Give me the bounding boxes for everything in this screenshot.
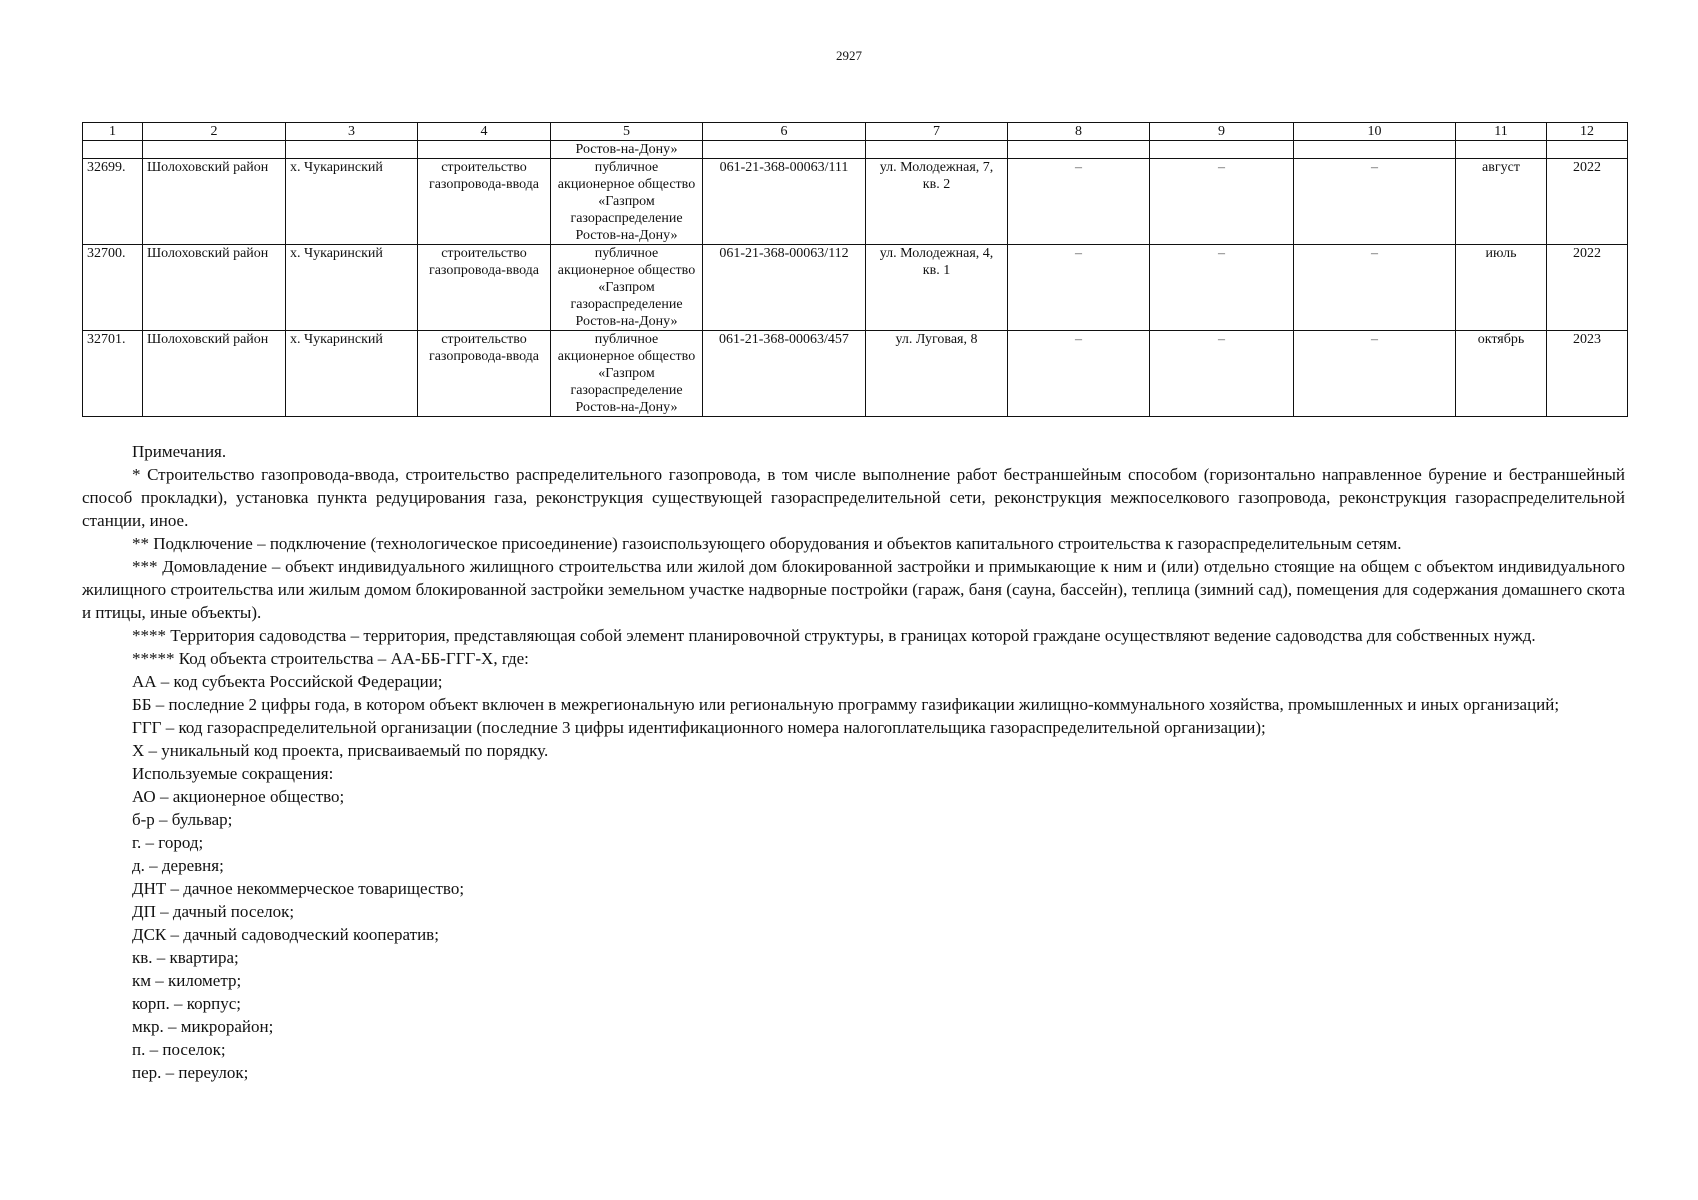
note-paragraph: АА – код субъекта Российской Федерации; [132,672,443,691]
table-cell-settlement: х. Чукаринский [286,331,418,417]
table-cell-work: строительство газопровода-ввода [418,159,551,245]
table-cell-work: строительство газопровода-ввода [418,331,551,417]
column-header: 1 [83,123,143,141]
table-cell-col9: – [1150,331,1294,417]
abbreviation-item: мкр. – микрорайон; [132,1017,274,1036]
table-cell-org: публичное акционерное общество «Газпром газораспределение Ростов-на-Дону» [551,159,703,245]
table-cell-address: ул. Молодежная, 7, кв. 2 [866,159,1008,245]
table-cell-col8: – [1008,331,1150,417]
table-cell-district: Шолоховский район [143,245,286,331]
table-cell-col8: – [1008,245,1150,331]
abbreviation-item: кв. – квартира; [132,948,239,967]
abbreviation-item: км – километр; [132,971,242,990]
abbreviation-item: ДСК – дачный садоводческий кооператив; [132,925,439,944]
abbreviation-item: пер. – переулок; [132,1063,249,1082]
column-header: 10 [1294,123,1456,141]
abbreviation-item: п. – поселок; [132,1040,226,1059]
abbreviation-item: АО – акционерное общество; [132,787,345,806]
note-paragraph: * Строительство газопровода-ввода, строительство распределительного газопровода, в том числе выполнение работ бестраншейным способом (горизонтально направленное бурение и бестраншейный способ прокладки), установка пункта редуцирования газа, реконструкция существующей газораспределительной сети, реконструкция межпоселкового газопровода, реконструкция газораспределительной станции, иное. [82,465,1625,530]
table-cell-org: публичное акционерное общество «Газпром газораспределение Ростов-на-Дону» [551,331,703,417]
abbreviation-item: д. – деревня; [132,856,224,875]
abbreviation-item: ДП – дачный поселок; [132,902,295,921]
table-cell-year: 2023 [1547,331,1628,417]
table-cell-number: 32701. [83,331,143,417]
notes-heading: Примечания. [132,442,227,461]
note-paragraph: *** Домовладение – объект индивидуального жилищного строительства или жилой дом блокированной застройки и примыкающие к ним и (или) отдельно стоящие на общем с объектом индивидуального жилищного строительства или жилым домом блокированной застройки земельном участке надворные постройки (гараж, баня (сауна, бассейн), теплица (зимний сад), помещения для содержания домашнего скота и птицы, иные объекты). [82,557,1625,622]
note-paragraph: ***** Код объекта строительства – АА-ББ-ГГГ-Х, где: [132,649,529,668]
column-header: 4 [418,123,551,141]
note-paragraph: **** Территория садоводства – территория, представляющая собой элемент планировочной структуры, в границах которой граждане осуществляют ведение садоводства для собственных нужд. [132,626,1536,645]
column-header: 11 [1456,123,1547,141]
table-cell-code: 061-21-368-00063/111 [703,159,866,245]
column-header: 6 [703,123,866,141]
notes-section [82,440,1625,1084]
page-number: 2927 [836,48,862,63]
table-cell-org: Ростов-на-Дону» [551,141,703,159]
table-cell-year: 2022 [1547,159,1628,245]
table-row [83,159,1628,245]
column-header: 5 [551,123,703,141]
table-cell-col9: – [1150,159,1294,245]
table-cell-month: июль [1456,245,1547,331]
table-cell-number: 32700. [83,245,143,331]
table-cell-month: август [1456,159,1547,245]
table-cell-org: публичное акционерное общество «Газпром газораспределение Ростов-на-Дону» [551,245,703,331]
column-header: 12 [1547,123,1628,141]
table-cell-col9: – [1150,245,1294,331]
table-header-row [83,123,1628,141]
table-cell-col10: – [1294,159,1456,245]
table-cell-number: 32699. [83,159,143,245]
table-row [83,245,1628,331]
abbreviation-item: ДНТ – дачное некоммерческое товарищество; [132,879,465,898]
table-cell-code: 061-21-368-00063/112 [703,245,866,331]
abbreviations-heading: Используемые сокращения: [132,764,334,783]
column-header: 3 [286,123,418,141]
column-header: 2 [143,123,286,141]
table-cell-address: ул. Луговая, 8 [866,331,1008,417]
table-cell-address: ул. Молодежная, 4, кв. 1 [866,245,1008,331]
note-paragraph: ГГГ – код газораспределительной организации (последние 3 цифры идентификационного номера налогоплательщика газораспределительной организации); [132,718,1266,737]
note-paragraph: Х – уникальный код проекта, присваиваемый по порядку. [132,741,549,760]
table-cell-year: 2022 [1547,245,1628,331]
table-cell-col10: – [1294,245,1456,331]
table-row-continuation [83,141,1628,159]
table-cell-work: строительство газопровода-ввода [418,245,551,331]
abbreviation-item: г. – город; [132,833,204,852]
table-cell-district: Шолоховский район [143,159,286,245]
table-cell-col8: – [1008,159,1150,245]
column-header: 8 [1008,123,1150,141]
table-cell-district: Шолоховский район [143,331,286,417]
abbreviation-item: корп. – корпус; [132,994,242,1013]
column-header: 9 [1150,123,1294,141]
data-table [82,122,1628,417]
note-paragraph: ББ – последние 2 цифры года, в котором объект включен в межрегиональную или региональную программу газификации жилищно-коммунального хозяйства, промышленных и иных организаций; [132,695,1560,714]
abbreviation-item: б-р – бульвар; [132,810,233,829]
table-cell-settlement: х. Чукаринский [286,159,418,245]
table-row [83,331,1628,417]
table-cell-col10: – [1294,331,1456,417]
table-cell-code: 061-21-368-00063/457 [703,331,866,417]
table-cell-settlement: х. Чукаринский [286,245,418,331]
column-header: 7 [866,123,1008,141]
note-paragraph: ** Подключение – подключение (технологическое присоединение) газоиспользующего оборудования и объектов капитального строительства к газораспределительным сетям. [132,534,1402,553]
table-cell-month: октябрь [1456,331,1547,417]
